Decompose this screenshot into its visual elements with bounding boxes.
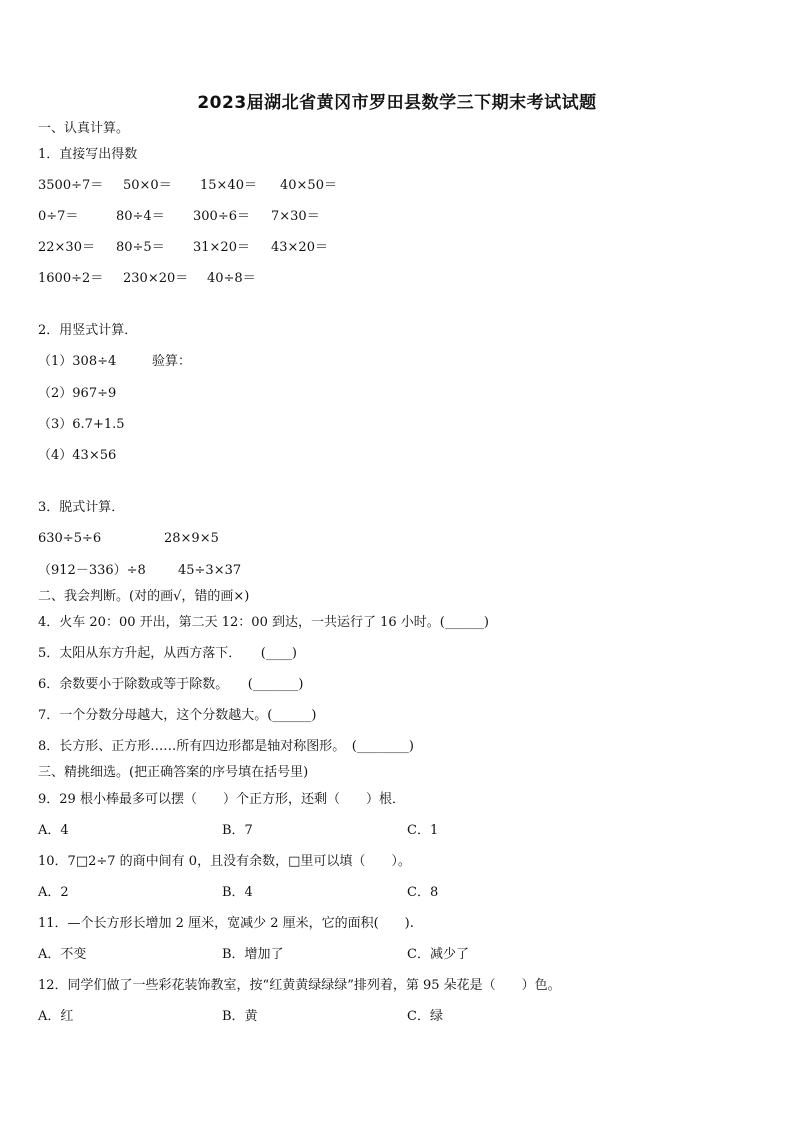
vertical-calc-item: （4）43×56: [38, 448, 117, 463]
choice-question: 11．—个长方形长增加 2 厘米，宽减少 2 厘米，它的面积( ).: [38, 916, 414, 931]
choice-question: 10．7□2÷7 的商中间有 0，且没有余数，□里可以填（ ）。: [38, 854, 411, 869]
calc-cell: 300÷6＝: [193, 209, 250, 224]
section-1-heading: 一、认真计算。: [38, 121, 130, 136]
calc-cell: 80÷5＝: [116, 240, 165, 255]
question-3-heading: 3．脱式计算．: [38, 500, 125, 515]
choice-question: 12．同学们做了一些彩花装饰教室，按“红黄黄绿绿绿”排列着，第 95 朵花是（ ）色。: [38, 978, 561, 993]
exam-title: 2023届湖北省黄冈市罗田县数学三下期末考试试题: [197, 93, 597, 113]
choice-option-c: C．减少了: [407, 947, 469, 962]
choice-option-a: A．4: [38, 823, 69, 838]
stepwise-calc-item: 45÷3×37: [178, 563, 242, 578]
choice-option-b: B．7: [222, 823, 253, 838]
vertical-calc-item: （1）308÷4: [38, 354, 117, 369]
vertical-calc-item: （2）967÷9: [38, 386, 117, 401]
section-3-heading: 三、精挑细选。(把正确答案的序号填在括号里): [38, 765, 309, 780]
calc-cell: 50×0＝: [123, 178, 172, 193]
question-2-heading: 2．用竖式计算．: [38, 323, 138, 338]
calc-cell: 80÷4＝: [116, 209, 165, 224]
judge-question: 6．余数要小于除数或等于除数。 (_______): [38, 677, 304, 692]
calc-cell: 15×40＝: [200, 178, 257, 193]
choice-option-c: C．8: [407, 885, 439, 900]
stepwise-calc-item: 28×9×5: [164, 531, 219, 546]
stepwise-calc-item: （912－336）÷8: [38, 563, 146, 578]
section-2-heading: 二、我会判断。(对的画√，错的画×): [38, 589, 250, 604]
choice-option-a: A．红: [38, 1009, 74, 1024]
choice-question: 9．29 根小棒最多可以摆（ ）个正方形，还剩（ ）根．: [38, 792, 405, 807]
choice-option-c: C．绿: [407, 1009, 443, 1024]
judge-question: 5．太阳从东方升起，从西方落下． (____): [38, 646, 297, 661]
check-label: 验算：: [152, 354, 192, 369]
judge-question: 7．一个分数分母越大，这个分数越大。(______): [38, 708, 317, 723]
choice-option-c: C．1: [407, 823, 439, 838]
question-1-heading: 1．直接写出得数: [38, 147, 138, 162]
vertical-calc-item: （3）6.7+1.5: [38, 417, 125, 432]
judge-question: 4．火车 20：00 开出，第二天 12：00 到达，一共运行了 16 小时。(______): [38, 615, 489, 630]
choice-option-a: A．2: [38, 885, 69, 900]
choice-option-b: B．增加了: [222, 947, 284, 962]
calc-cell: 1600÷2＝: [38, 271, 104, 286]
calc-cell: 3500÷7＝: [38, 178, 104, 193]
calc-cell: 31×20＝: [193, 240, 250, 255]
choice-option-b: B．黄: [222, 1009, 258, 1024]
calc-cell: 22×30＝: [38, 240, 95, 255]
choice-option-b: B．4: [222, 885, 253, 900]
calc-cell: 43×20＝: [271, 240, 328, 255]
calc-cell: 40×50＝: [280, 178, 337, 193]
calc-cell: 0÷7＝: [38, 209, 79, 224]
calc-cell: 7×30＝: [271, 209, 320, 224]
choice-option-a: A．不变: [38, 947, 87, 962]
calc-cell: 230×20＝: [123, 271, 189, 286]
judge-question: 8．长方形、正方形……所有四边形都是轴对称图形。 (________): [38, 739, 414, 754]
calc-cell: 40÷8＝: [207, 271, 256, 286]
stepwise-calc-item: 630÷5÷6: [38, 531, 102, 546]
